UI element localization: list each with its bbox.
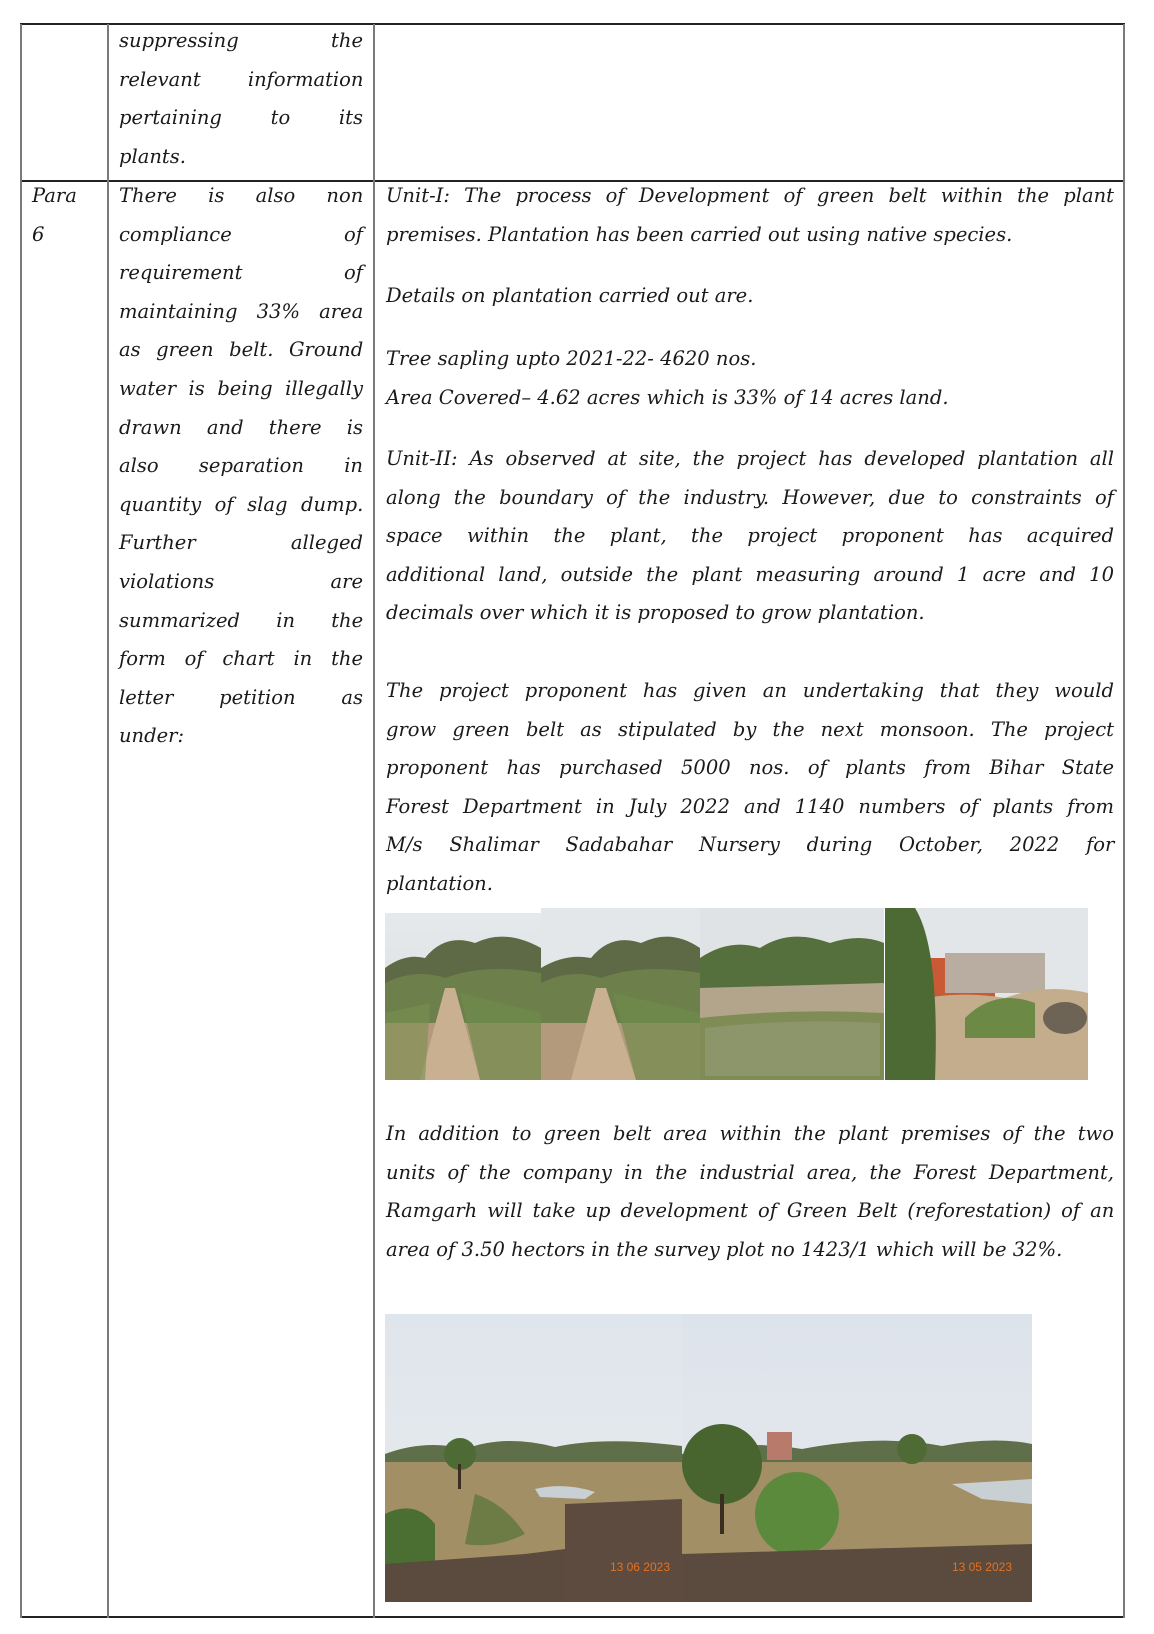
text-line: Ramgarh will take up development of Green Belt (reforestation) of an (386, 1199, 1115, 1223)
text-line: units of the company in the industrial area, the Forest Department, (386, 1160, 1114, 1184)
text-line: proponent has purchased 5000 nos. of plants from Bihar State (386, 756, 1114, 780)
reforestation-site-photo-2 (682, 1314, 1032, 1602)
text-line: M/s Shalimar Sadabahar Nursery during October, 2022 for (386, 833, 1115, 857)
sapling-count-line: Tree sapling upto 2021-22- 4620 nos. (386, 347, 757, 370)
text-line: additional land, outside the plant measuring around 1 acre and 10 (386, 562, 1114, 586)
text-line: as green belt. Ground (119, 338, 364, 362)
text-line: plants. (119, 144, 186, 168)
photo-date-stamp: 13 05 2023 (951, 1560, 1012, 1574)
text-line: premises. Plantation has been carried out using native species. (386, 222, 1013, 246)
allegation-description (119, 177, 363, 756)
details-heading (386, 277, 1114, 316)
text-line: relevant information (119, 67, 364, 91)
text-line: quantity of slag dump. (119, 492, 364, 516)
text-line: water is being illegally (119, 376, 364, 400)
pond-photo (700, 908, 884, 1080)
text-line: In addition to green belt area within the plant premises of the two (386, 1122, 1114, 1145)
text-line: Further alleged (119, 531, 364, 555)
plantation-path-photo-1 (385, 913, 541, 1080)
text-line: area of 3.50 hectors in the survey plot no 1423/1 which will be 32%. (386, 1237, 1063, 1261)
text-line: Forest Department in July 2022 and 1140 numbers of plants from (386, 794, 1114, 818)
text-line: suppressing the (119, 29, 363, 52)
text-line: There is also non (119, 184, 364, 207)
text-line: Unit-I: The process of Development of green belt within the plant (386, 184, 1114, 207)
undertaking-paragraph (386, 672, 1114, 904)
boundary-plantation-photo (885, 908, 1088, 1080)
text-line: grow green belt as stipulated by the next monsoon. The project (386, 717, 1114, 741)
unit1-paragraph (386, 177, 1114, 254)
plantation-path-photo-2 (541, 908, 700, 1080)
text-line: The project proponent has given an undertaking that they would (386, 679, 1114, 702)
text-line: space within the plant, the project proponent has acquired (386, 524, 1114, 548)
text-line: under: (119, 724, 185, 748)
table-right-border (1123, 24, 1125, 1618)
para-reference (32, 177, 102, 254)
text-line: plantation. (386, 871, 493, 895)
table-left-border (20, 24, 22, 1618)
text-line: drawn and there is (119, 415, 363, 439)
text-line: letter petition as (119, 685, 363, 709)
column-divider-2 (373, 24, 375, 1618)
text-line: violations are (119, 569, 363, 593)
text-line: summarized in the (119, 608, 364, 632)
unit2-paragraph (386, 440, 1114, 633)
text-line: Unit-II: As observed at site, the project has developed plantation all (386, 447, 1115, 470)
plantation-details (386, 340, 1114, 417)
photo-date-stamp: 13 06 2023 (609, 1560, 670, 1574)
column-divider-1 (107, 24, 109, 1618)
reforestation-paragraph (386, 1115, 1114, 1269)
text-line: decimals over which it is proposed to grow plantation. (386, 601, 925, 625)
para-label: Para (32, 184, 77, 207)
text-line: compliance of (119, 222, 363, 246)
text-line: pertaining to its (119, 106, 363, 130)
text-line: maintaining 33% area (119, 299, 364, 323)
reforestation-site-photo-1 (385, 1314, 682, 1602)
area-covered-line: Area Covered– 4.62 acres which is 33% of 14 acres land. (386, 385, 949, 409)
text-line: along the boundary of the industry. However, due to constraints of (386, 485, 1114, 509)
text-line: also separation in (119, 454, 363, 478)
table-bottom-border (20, 1616, 1125, 1618)
text-line: form of chart in the (119, 647, 363, 671)
continued-row-description (119, 22, 363, 176)
text-line: requirement of (119, 261, 363, 285)
para-number: 6 (32, 222, 45, 246)
text-line: Details on plantation carried out are. (386, 284, 754, 307)
